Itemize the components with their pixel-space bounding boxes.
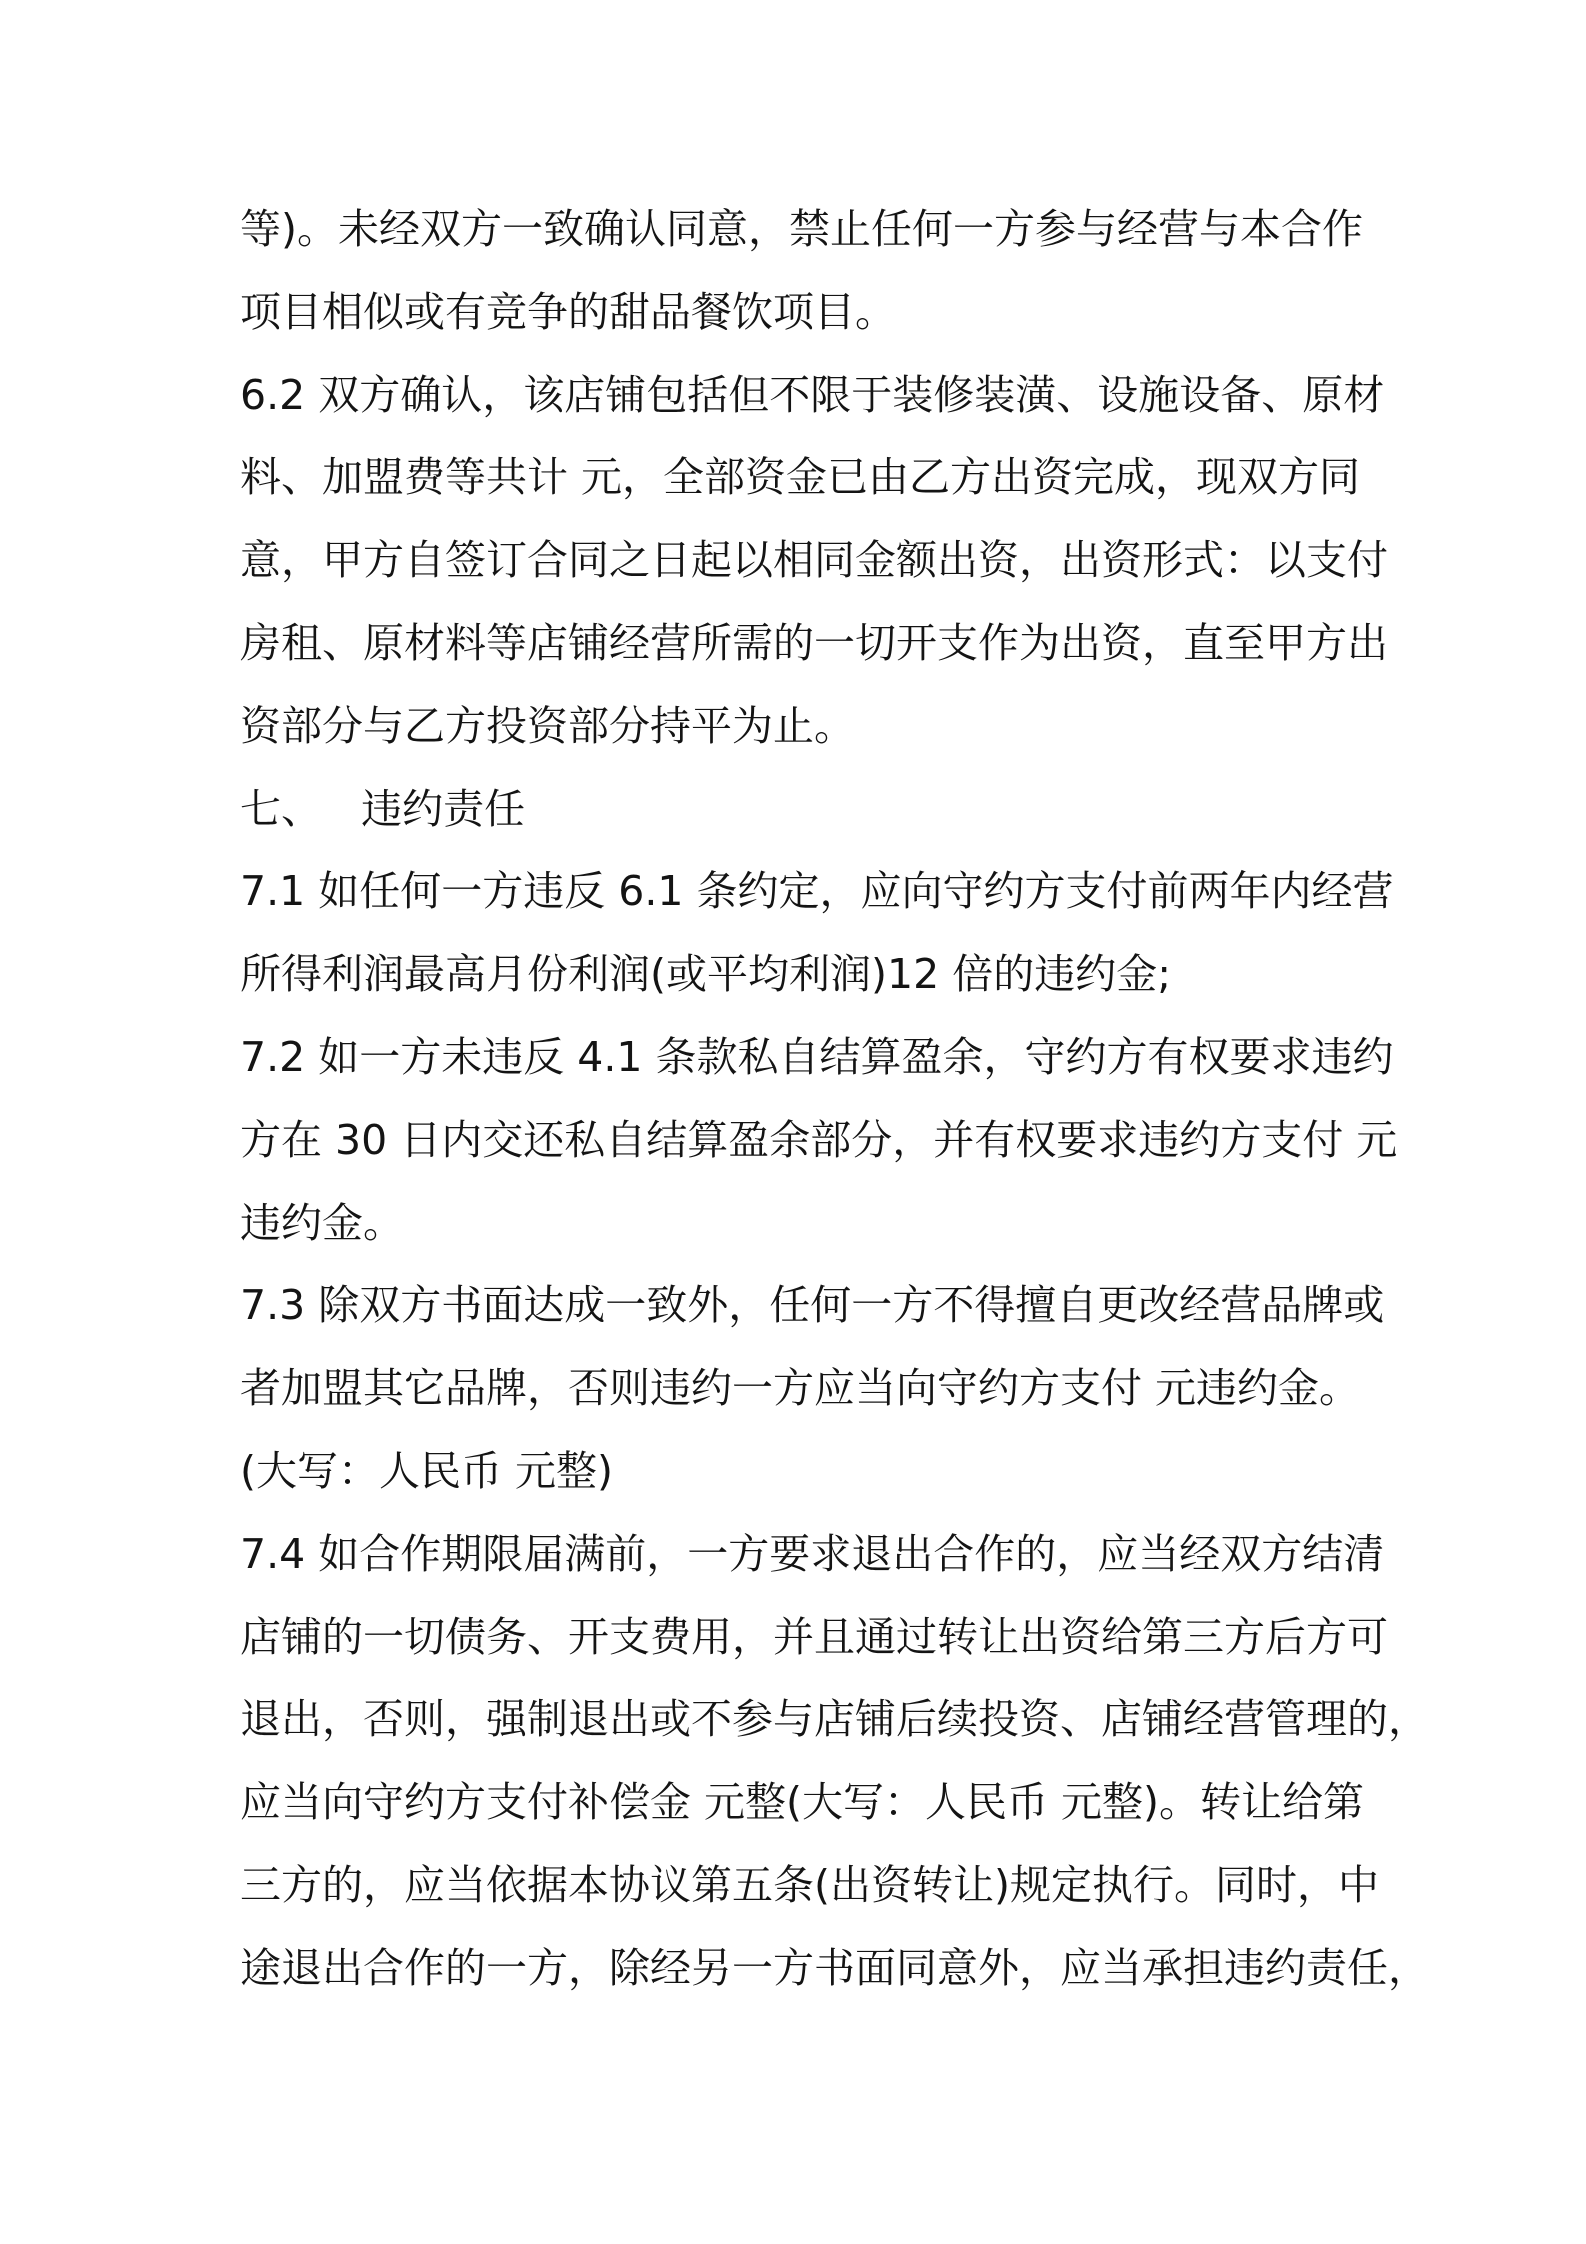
text-line: 料、加盟费等共计 元，全部资金已由乙方出资完成，现双方同	[240, 453, 1361, 502]
section-heading-7	[240, 768, 1360, 851]
text-line: 所得利润最高月份利润(或平均利润)12 倍的违约金;	[240, 950, 1172, 999]
text-line: 店铺的一切债务、开支费用，并且通过转让出资给第三方后方可	[240, 1612, 1388, 1661]
text-line: 三方的，应当依据本协议第五条(出资转让)规定执行。同时，中	[240, 1860, 1379, 1909]
paragraph-6-2	[240, 354, 1388, 768]
text-line: (大写：人民币 元整)	[240, 1446, 614, 1495]
paragraph-7-3	[240, 1264, 1385, 1512]
text-line: 资部分与乙方投资部分持平为止。	[240, 701, 855, 750]
text-line: 等)。未经双方一致确认同意，禁止任何一方参与经营与本合作	[240, 205, 1363, 253]
paragraph-7-2	[240, 1016, 1398, 1264]
text-line: 意，甲方自签订合同之日起以相同金额出资，出资形式：以支付	[240, 536, 1388, 585]
text-line: 房租、原材料等店铺经营所需的一切开支作为出资，直至甲方出	[240, 618, 1388, 667]
text-line: 应当向守约方支付补偿金 元整(大写：人民币 元整)。转让给第	[240, 1778, 1365, 1827]
text-line: 违约金。	[240, 1198, 404, 1247]
text-line: 7.4 如合作期限届满前，一方要求退出合作的，应当经双方结清	[240, 1529, 1385, 1578]
text-line: 6.2 双方确认，该店铺包括但不限于装修装潢、设施设备、原材	[240, 370, 1385, 419]
document-body	[240, 188, 1429, 2010]
text-line: 7.3 除双方书面达成一致外，任何一方不得擅自更改经营品牌或	[240, 1281, 1385, 1330]
text-line: 退出，否则，强制退出或不参与店铺后续投资、店铺经营管理的，	[240, 1695, 1429, 1744]
text-line: 途退出合作的一方，除经另一方书面同意外，应当承担违约责任，	[240, 1943, 1429, 1992]
text-line: 项目相似或有竞争的甜品餐饮项目。	[240, 287, 896, 336]
paragraph-7-4	[240, 1513, 1429, 2010]
text-line: 方在 30 日内交还私自结算盈余部分，并有权要求违约方支付 元	[240, 1115, 1398, 1164]
text-line: 7.1 如任何一方违反 6.1 条约定，应向守约方支付前两年内经营	[240, 867, 1394, 916]
paragraph-6-1-continuation	[240, 188, 1363, 354]
text-line: 7.2 如一方未违反 4.1 条款私自结算盈余，守约方有权要求违约	[240, 1032, 1394, 1081]
text-line: 者加盟其它品牌，否则违约一方应当向守约方支付 元违约金。	[240, 1364, 1361, 1413]
paragraph-7-1	[240, 850, 1394, 1016]
section-heading-text: 七、 违约责任	[240, 784, 526, 833]
